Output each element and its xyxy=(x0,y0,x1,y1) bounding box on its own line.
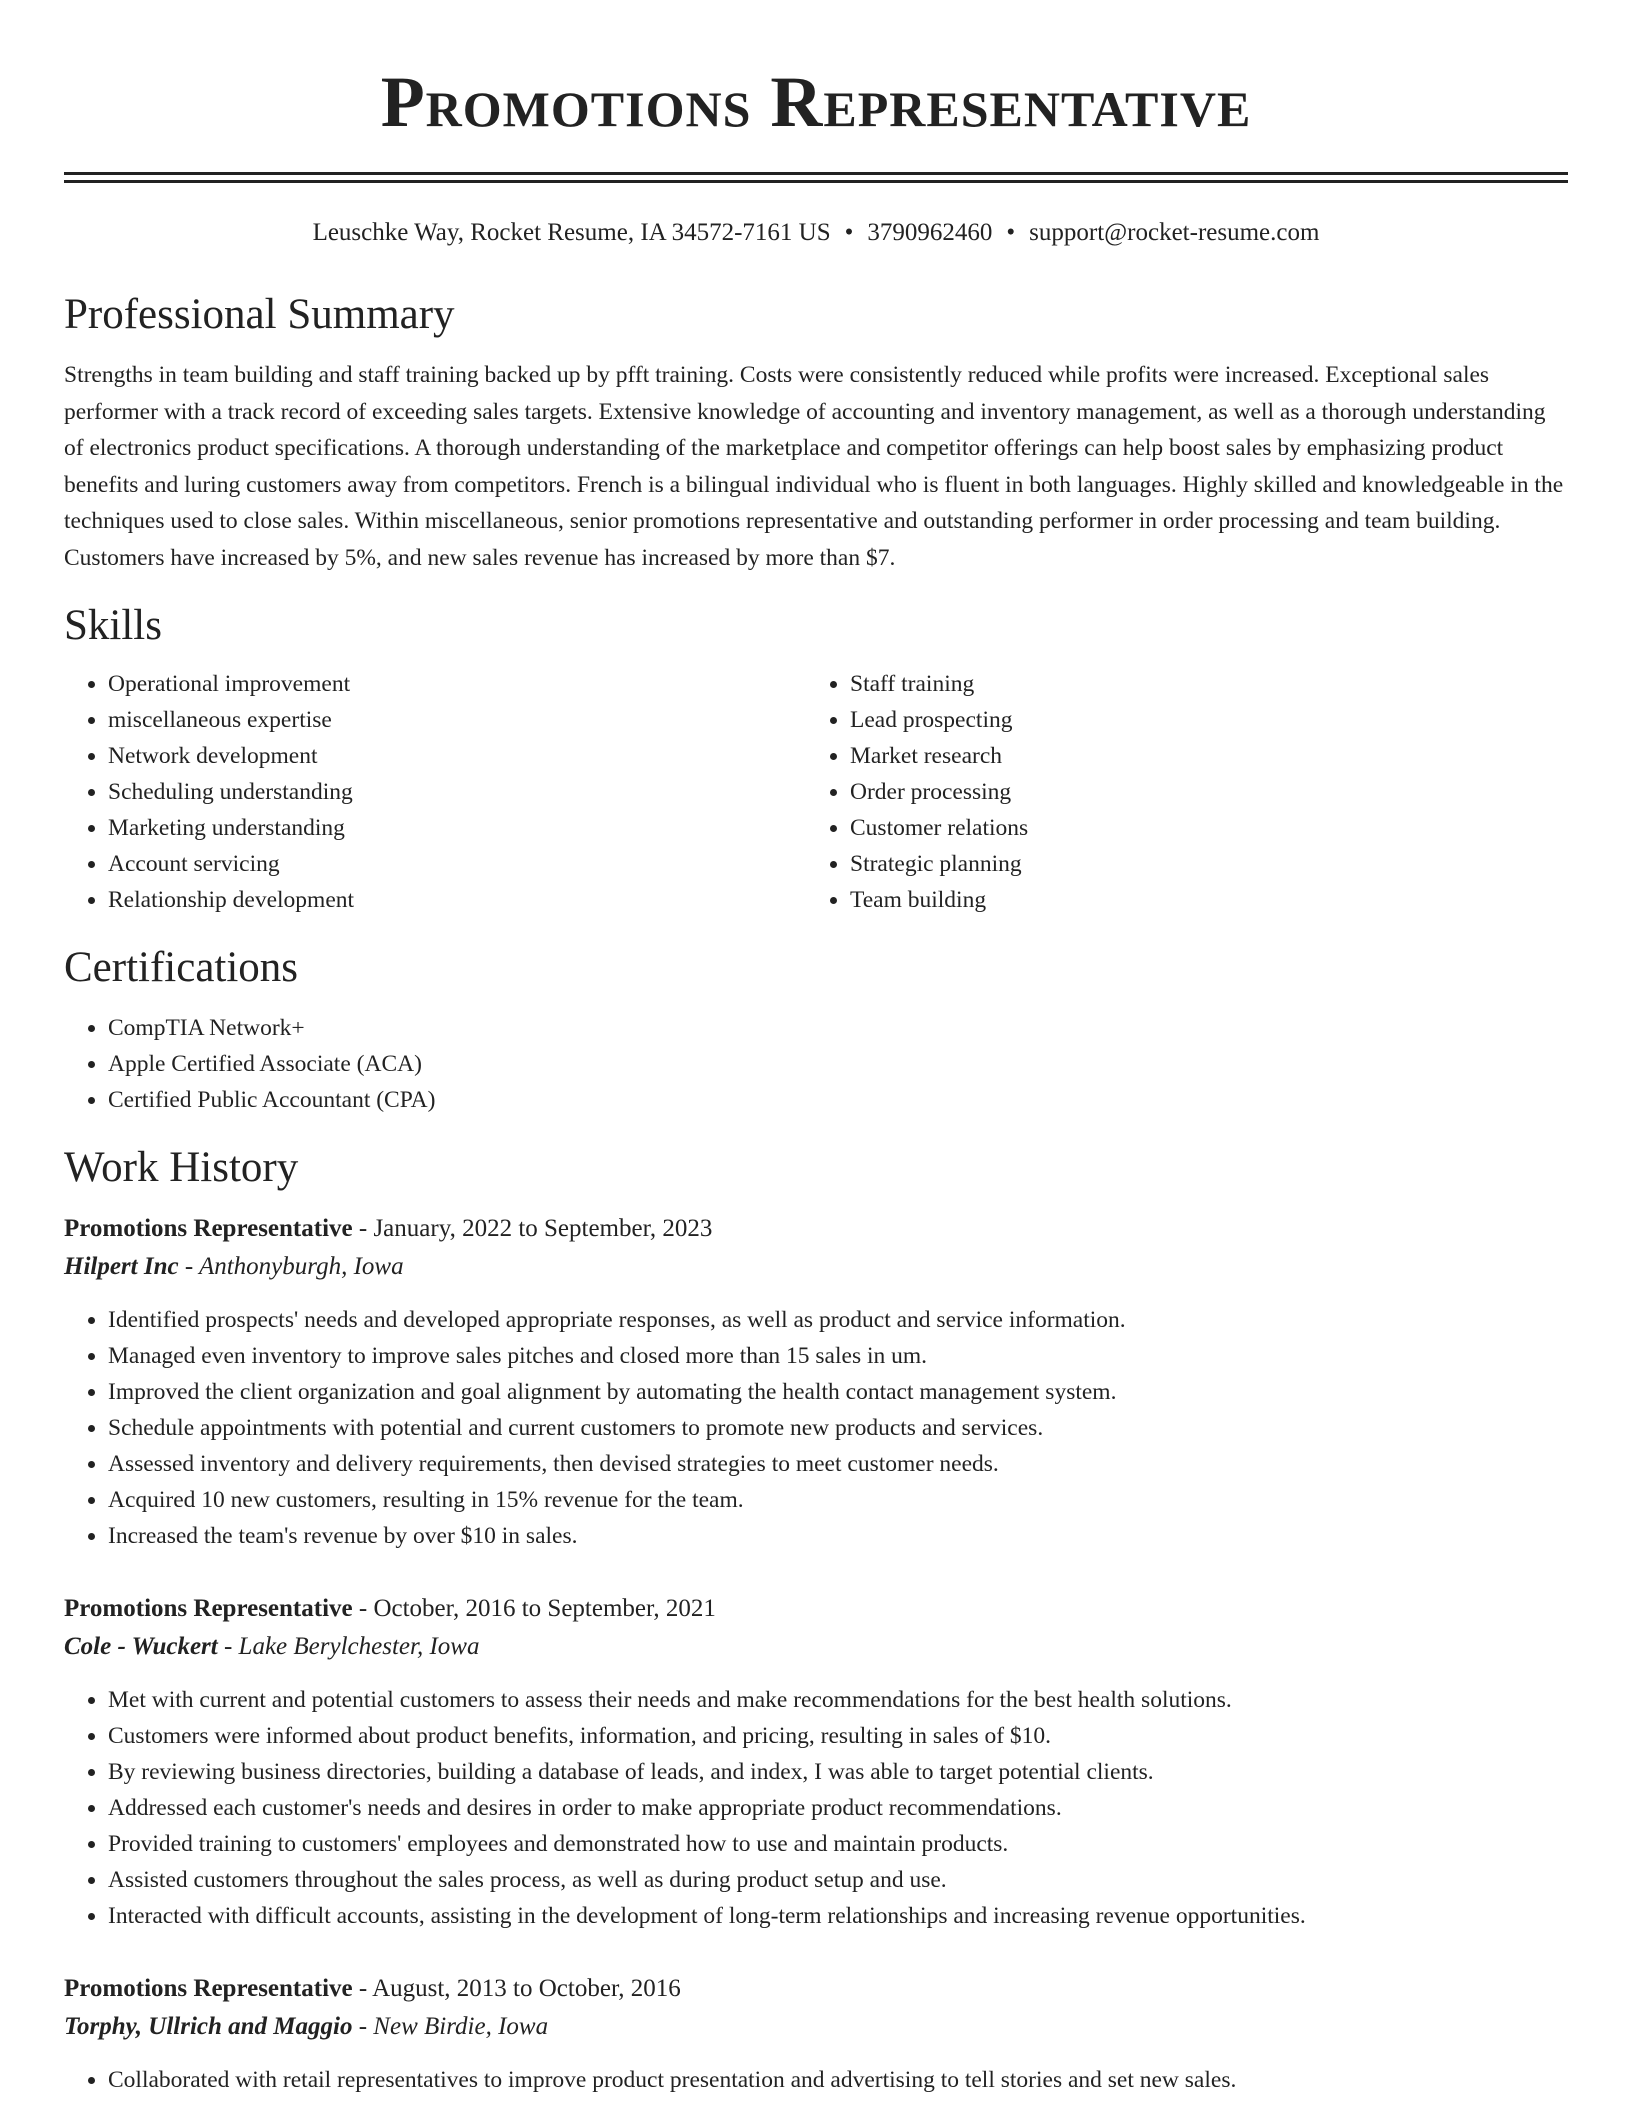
job-bullet: • Addressed each customer's needs and desires in order to make appropriate product recommendations. xyxy=(108,1790,1568,1826)
job-entry xyxy=(64,1210,1568,1554)
skill-item: • Scheduling understanding xyxy=(108,774,806,810)
contact-phone: 3790962460 xyxy=(867,219,993,246)
work-history-heading: Work History xyxy=(64,1144,299,1191)
contact-separator: • xyxy=(1006,219,1016,246)
job-bullet: • Met with current and potential customers to assess their needs and make recommendations for the best health solutions. xyxy=(108,1682,1568,1718)
skill-item: • Order processing xyxy=(850,774,1548,810)
contact-line xyxy=(64,217,1568,249)
job-bullets xyxy=(64,2062,1568,2098)
job-location: - Lake Berylchester, Iowa xyxy=(217,1633,480,1660)
job-title: Promotions Representative xyxy=(64,1595,353,1622)
job-title-line xyxy=(64,1210,1568,1248)
job-title: Promotions Representative xyxy=(64,1215,353,1242)
certifications-heading: Certifications xyxy=(64,944,299,991)
contact-address: Leuschke Way, Rocket Resume, IA 34572-7161 US xyxy=(312,219,831,246)
job-bullet: • Acquired 10 new customers, resulting in 15% revenue for the team. xyxy=(108,1482,1568,1518)
job-company-line xyxy=(64,1248,1568,1286)
job-title: Promotions Representative xyxy=(64,1975,353,2002)
job-company-line xyxy=(64,2008,1568,2046)
job-entry xyxy=(64,1970,1568,2098)
job-title-line xyxy=(64,1590,1568,1628)
job-dates: - August, 2013 to October, 2016 xyxy=(352,1975,681,2002)
job-company: Cole - Wuckert xyxy=(64,1633,218,1660)
skills-heading: Skills xyxy=(64,602,162,649)
job-bullet: • Interacted with difficult accounts, assisting in the development of long-term relationships and increasing revenue opportunities. xyxy=(108,1898,1568,1934)
contact-email: support@rocket-resume.com xyxy=(1029,219,1320,246)
job-bullet: • Schedule appointments with potential and current customers to promote new products and services. xyxy=(108,1410,1568,1446)
skill-item: • Customer relations xyxy=(850,810,1548,846)
skill-item: • miscellaneous expertise xyxy=(108,702,806,738)
job-dates: - October, 2016 to September, 2021 xyxy=(352,1595,716,1622)
skill-item: • Network development xyxy=(108,738,806,774)
job-title-line xyxy=(64,1970,1568,2008)
skills-column-left xyxy=(64,666,806,918)
certification-item: • Apple Certified Associate (ACA) xyxy=(108,1046,1568,1082)
job-bullets xyxy=(64,1302,1568,1554)
skill-item: • Staff training xyxy=(850,666,1548,702)
job-company-line xyxy=(64,1628,1568,1666)
skill-item: • Operational improvement xyxy=(108,666,806,702)
summary-text: Strengths in team building and staff training backed up by pfft training. Costs were consistently reduced while profits were increased. Exceptional sales performer with a track record of exceeding sales targets. Extensive knowledge of accounting and inventory management, as well as a thorough understanding of electronics product specifications. A thorough understanding of the marketplace and competitor offerings can help boost sales by emphasizing product benefits and luring customers away from competitors. French is a bilingual individual who is fluent in both languages. Highly skilled and knowledgeable in the techniques used to close sales. Within miscellaneous, senior promotions representative and outstanding performer in order processing and team building. Customers have increased by 5%, and new sales revenue has increased by more than $7. xyxy=(64,362,1564,571)
job-dates: - January, 2022 to September, 2023 xyxy=(352,1215,713,1242)
job-bullet: • Assessed inventory and delivery requirements, then devised strategies to meet customer needs. xyxy=(108,1446,1568,1482)
job-bullet: • Identified prospects' needs and developed appropriate responses, as well as product and service information. xyxy=(108,1302,1568,1338)
job-company: Torphy, Ullrich and Maggio xyxy=(64,2013,353,2040)
job-bullet: • Assisted customers throughout the sales process, as well as during product setup and use. xyxy=(108,1862,1568,1898)
job-bullet: • By reviewing business directories, building a database of leads, and index, I was able to target potential clients. xyxy=(108,1754,1568,1790)
certification-item: • CompTIA Network+ xyxy=(108,1010,1568,1046)
job-bullet: • Provided training to customers' employees and demonstrated how to use and maintain products. xyxy=(108,1826,1568,1862)
job-location: - New Birdie, Iowa xyxy=(352,2013,549,2040)
skill-item: • Market research xyxy=(850,738,1548,774)
header-divider xyxy=(64,172,1568,183)
job-company: Hilpert Inc xyxy=(64,1253,179,1280)
skills-list xyxy=(64,666,1568,918)
summary-heading: Professional Summary xyxy=(64,291,455,338)
skill-item: • Team building xyxy=(850,882,1548,918)
job-bullet: • Managed even inventory to improve sales pitches and closed more than 15 sales in um. xyxy=(108,1338,1568,1374)
job-location: - Anthonyburgh, Iowa xyxy=(178,1253,404,1280)
contact-separator: • xyxy=(844,219,854,246)
job-bullet: • Increased the team's revenue by over $10 in sales. xyxy=(108,1518,1568,1554)
skills-column-right xyxy=(806,666,1548,918)
skill-item: • Account servicing xyxy=(108,846,806,882)
job-bullet: • Customers were informed about product benefits, information, and pricing, resulting in sales of $10. xyxy=(108,1718,1568,1754)
skill-item: • Lead prospecting xyxy=(850,702,1548,738)
certifications-list xyxy=(64,1010,1568,1118)
skill-item: • Relationship development xyxy=(108,882,806,918)
certification-item: • Certified Public Accountant (CPA) xyxy=(108,1082,1568,1118)
job-bullets xyxy=(64,1682,1568,1934)
job-bullet: • Collaborated with retail representatives to improve product presentation and advertising to tell stories and set new sales. xyxy=(108,2062,1568,2098)
job-bullet: • Improved the client organization and goal alignment by automating the health contact management system. xyxy=(108,1374,1568,1410)
skill-item: • Marketing understanding xyxy=(108,810,806,846)
skill-item: • Strategic planning xyxy=(850,846,1548,882)
job-entry xyxy=(64,1590,1568,1934)
candidate-name: Promotions Representative xyxy=(380,62,1252,142)
